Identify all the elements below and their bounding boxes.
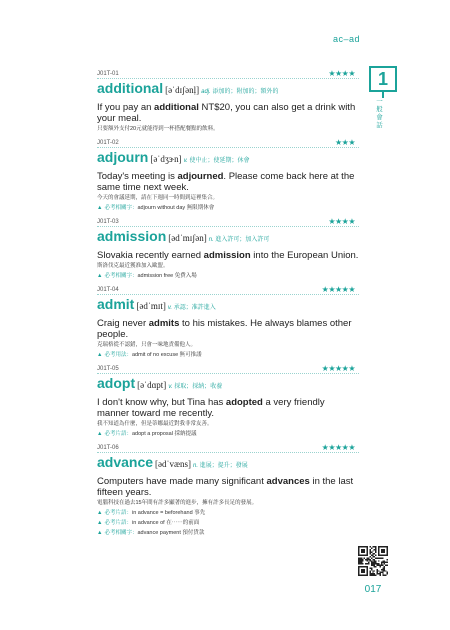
part-of-speech: v. [168,384,173,390]
headword-line [97,81,359,100]
translation: 我不知道為什麼，但是蒂娜最近對我非常友善。 [97,421,213,427]
note-label: 必考相關字： [104,205,138,211]
arrow-marker-icon: ▲ [97,352,103,358]
example-sentence [97,250,359,261]
related-note [97,519,359,528]
entry-id-line [97,216,359,227]
arrow-marker-icon: ▲ [97,520,103,526]
phonetic: [əˈdɪʃənḷ] [165,85,200,95]
sentence-end: into the European Union. [250,250,359,261]
phonetic: [əˈdʒɝn] [150,154,182,164]
entry-id: J01T-02 [97,140,119,146]
vocab-entry [97,68,359,134]
vocab-entry [97,363,359,439]
definition: 進展；提升；發展 [199,463,248,469]
example-sentence [97,171,359,193]
sentence-start: Craig never [97,318,149,329]
vocab-entry [97,216,359,281]
phonetic: [əˈdɑpt] [137,380,167,390]
sentence-start: I don't know why, but Tina has [97,397,226,408]
note-text: in advance = beforehand 事先 [131,510,206,516]
entry-id: J01T-03 [97,219,119,225]
related-note [97,430,359,439]
sentence-keyword: additional [154,102,199,113]
entry-id-line [97,363,359,374]
chapter-label: 一般會話 [376,98,383,129]
entry-id: J01T-04 [97,287,119,293]
note-text: in advance of 在⋯⋯的前面 [131,520,200,526]
arrow-marker-icon: ▲ [97,431,103,437]
example-sentence [97,102,359,124]
definition: 添加的；附加的；額外的 [212,89,279,95]
phonetic: [ədˈmɪʃən] [168,233,207,243]
headword: adopt [97,375,136,391]
headword-line [97,455,359,474]
part-of-speech: n. [208,237,214,243]
headword-line [97,229,359,248]
chapter-number: 1 [369,66,397,92]
entry-id: J01T-01 [97,71,119,77]
frequency-stars-icon: ★★★★ [328,217,355,226]
entry-id-line [97,68,359,79]
sentence-start: If you pay an [97,102,155,113]
sentence-keyword: adopted [225,397,263,408]
arrow-marker-icon: ▲ [97,530,103,536]
headword-line [97,150,359,169]
headword-line [97,297,359,316]
note-text: advance payment 預付貨款 [137,530,205,536]
sentence-keyword: admission [203,250,251,261]
translation: 今天的會議延期，請在下週同一時間到這裡集合。 [97,195,219,201]
sentence-end: NT$20, you can also get a drink with your meal. [97,102,356,124]
sentence-end: a very friendly manner toward me recently. [97,397,325,419]
related-note [97,272,359,281]
vocabulary-list [97,68,359,541]
frequency-stars-icon: ★★★ [334,138,355,147]
note-label: 必考片語： [104,520,132,526]
sentence-keyword: admits [148,318,180,329]
note-label: 必考片語： [104,431,132,437]
qr-code-icon [358,546,388,576]
related-note [97,509,359,518]
translation: 電腦科技在過去15年間有許多顯著的進步，擁有許多長足的發展。 [97,500,258,506]
sentence-end: in the last fifteen years. [97,476,354,498]
frequency-stars-icon: ★★★★★ [321,364,355,373]
vocab-entry [97,137,359,213]
entry-id-line [97,442,359,453]
note-text: adopt a proposal 採納提議 [131,431,197,437]
arrow-marker-icon: ▲ [97,205,103,211]
example-sentence [97,476,359,498]
frequency-stars-icon: ★★★★★ [321,443,355,452]
note-label: 必考相關字： [104,530,138,536]
frequency-stars-icon: ★★★★★ [321,285,355,294]
sentence-start: Today's meeting is [97,171,178,182]
note-text: adjourn without day 無限期休會 [137,205,215,211]
note-text: admission free 免費入場 [137,273,197,279]
note-text: admit of no excuse 無可推諉 [131,352,202,358]
part-of-speech: v. [167,305,173,311]
headword: admit [97,296,135,312]
part-of-speech: adj. [201,89,211,95]
translation: 斯洛伐克最近獲准加入歐盟。 [97,263,169,269]
chapter-tab [369,66,397,129]
note-label: 必考用法： [104,352,132,358]
definition: 使中止；使延期；休會 [189,158,250,164]
phonetic: [ədˈvæns] [155,459,192,469]
related-note [97,529,359,538]
sentence-keyword: adjourned [177,171,224,182]
translation: 只要額外支付20元就能得到一杯搭配餐點的飲料。 [97,126,219,132]
headword: admission [97,228,167,244]
definition: 採取；採納；收養 [174,384,223,390]
definition: 進入許可；加入許可 [215,237,270,243]
arrow-marker-icon: ▲ [97,273,103,279]
definition: 承認；准許進入 [173,305,216,311]
example-sentence [97,318,359,340]
headword-line [97,376,359,395]
entry-id-line [97,137,359,148]
part-of-speech: n. [193,463,199,469]
frequency-stars-icon: ★★★★ [328,69,355,78]
note-label: 必考片語： [104,510,132,516]
related-note [97,351,359,360]
related-note [97,204,359,213]
vocab-entry [97,284,359,360]
headword: adjourn [97,149,149,165]
headword: advance [97,454,154,470]
entry-id: J01T-05 [97,366,119,372]
part-of-speech: v. [183,158,188,164]
phonetic: [ədˈmɪt] [136,301,166,311]
page-number: 017 [364,584,382,595]
sentence-end: to his mistakes. He always blames other people. [97,318,352,340]
arrow-marker-icon: ▲ [97,510,103,516]
entry-id: J01T-06 [97,445,119,451]
example-sentence [97,397,359,419]
headword: additional [97,80,164,96]
alphabet-range: ac–ad [333,34,361,44]
note-label: 必考相關字： [104,273,138,279]
sentence-keyword: advances [266,476,310,487]
translation: 克瑞格從不認錯，只會一味地責備他人。 [97,342,197,348]
sentence-end: . Please come back here at the same time next week. [97,171,355,193]
sentence-start: Slovakia recently earned [97,250,204,261]
sentence-start: Computers have made many significant [97,476,267,487]
vocab-entry [97,442,359,538]
entry-id-line [97,284,359,295]
